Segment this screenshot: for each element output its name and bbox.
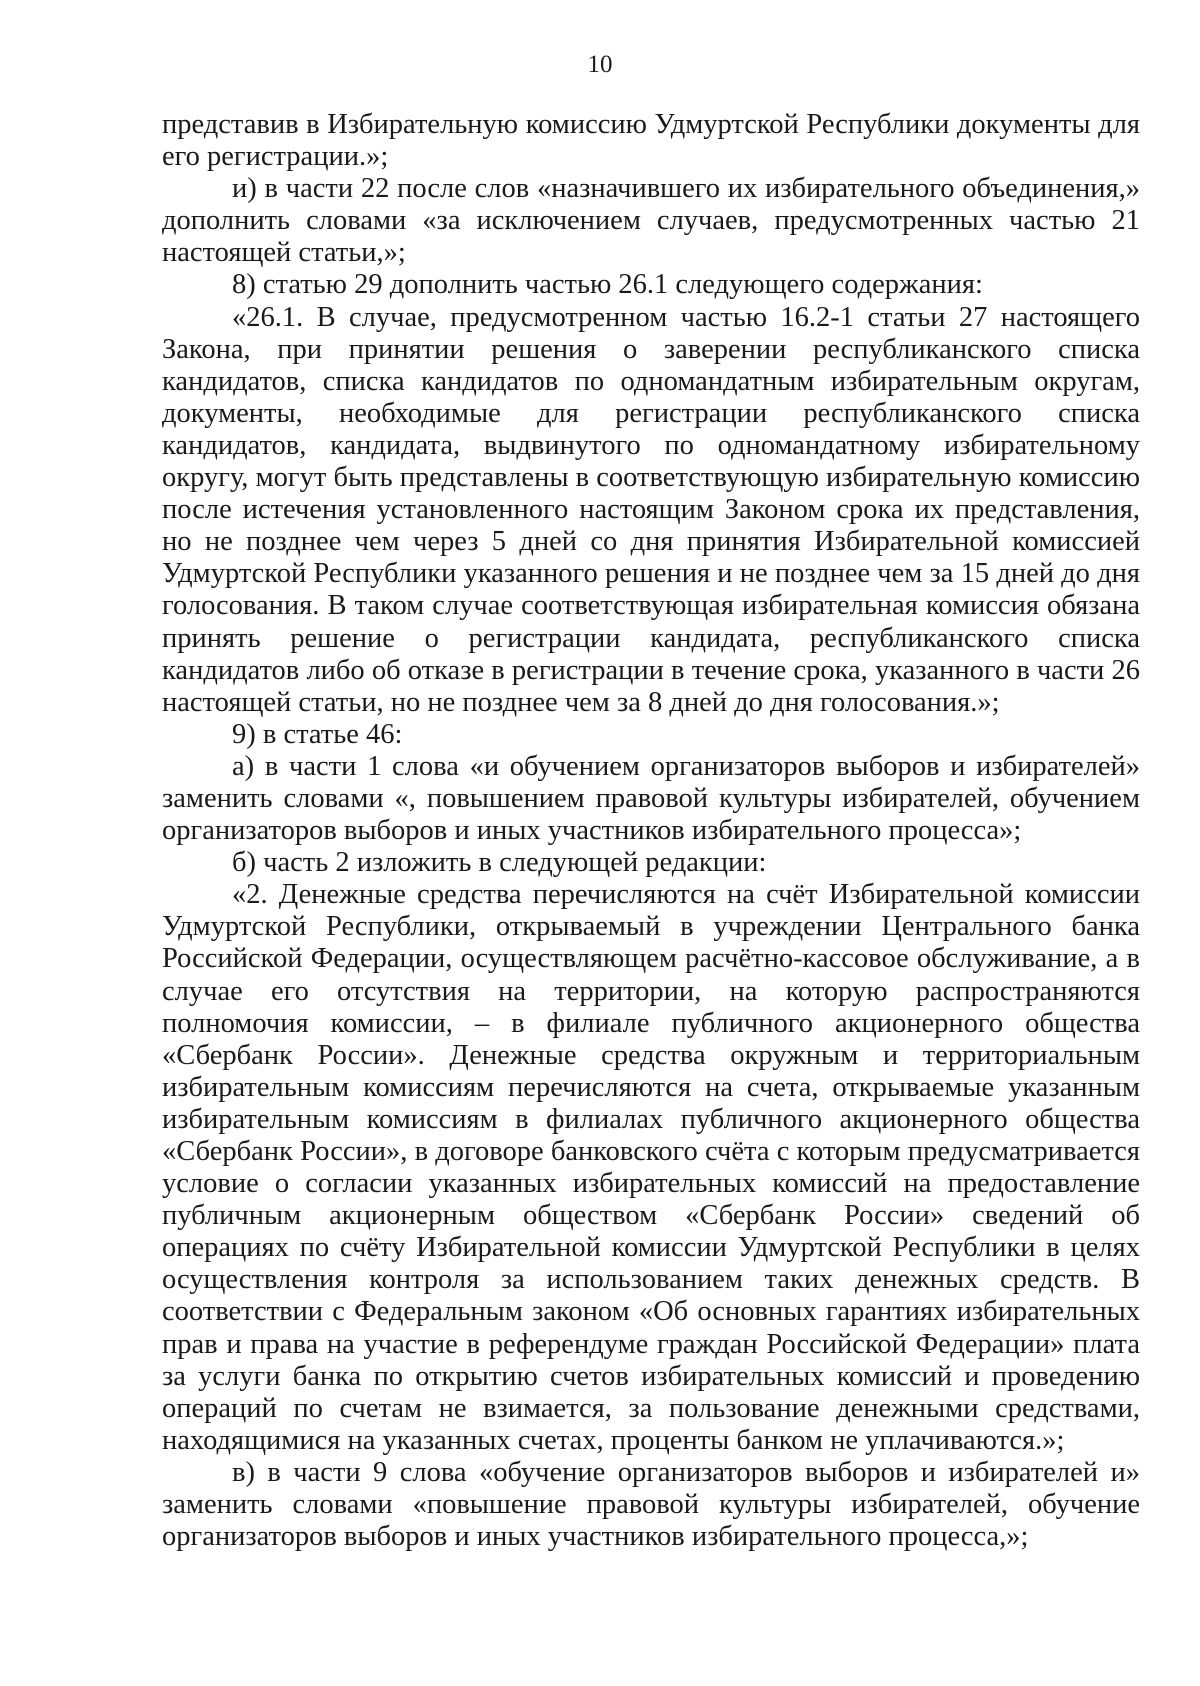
paragraph: представив в Избирательную комиссию Удмуртской Республики документы для его регистрации.»; [162, 109, 1140, 173]
paragraph: и) в части 22 после слов «назначившего их избирательного объединения,» дополнить словами «за исключением случаев, предусмотренных частью 21 настоящей статьи,»; [162, 173, 1140, 269]
paragraph: 8) статью 29 дополнить частью 26.1 следующего содержания: [232, 269, 983, 301]
paragraph: в) в части 9 слова «обучение организаторов выборов и избирателей и» заменить словами «повышение правовой культуры избирателей, обучение организаторов выборов и иных участников избирательного процесса,»; [162, 1456, 1140, 1553]
page-number: 10 [587, 51, 613, 78]
paragraph: 9) в статье 46: [232, 718, 403, 750]
paragraph: а) в части 1 слова «и обучением организаторов выборов и избирателей» заменить словами «, повышением правовой культуры избирателей, обучением организаторов выборов и иных участников избирательного процесса»; [162, 750, 1140, 847]
paragraph: «2. Денежные средства перечисляются на счёт Избирательной комиссии Удмуртской Республики, открываемый в учреждении Центрального банка Российской Федерации, осуществляющем расчётно-кассовое обслуживание, а в случае его отсутствия на территории, на которую распространяются полномочия комиссии, – в филиале публичного акционерного общества «Сбербанк России». Денежные средства окружным и территориальным избирательным комиссиям перечисляются на счета, открываемые указанным избирательным комиссиям в филиалах публичного акционерного общества «Сбербанк России», в договоре банковского счёта с которым предусматривается условие о согласии указанных избирательных комиссий на предоставление публичным акционерным обществом «Сбербанк России» сведений об операциях по счёту Избирательной комиссии Удмуртской Республики в целях осуществления контроля за использованием таких денежных средств. В соответствии с Федеральным законом «Об основных гарантиях избирательных прав и права на участие в референдуме граждан Российской Федерации» плата за услуги банка по открытию счетов избирательных комиссий и проведению операций по счетам не взимается, за пользование денежными средствами, находящимися на указанных счетах, проценты банком не уплачиваются.»; [162, 879, 1140, 1456]
paragraph: «26.1. В случае, предусмотренном частью 16.2-1 статьи 27 настоящего Закона, при принятии решения о заверении республиканского списка кандидатов, списка кандидатов по одномандатным избирательным округам, документы, необходимые для регистрации республиканского списка кандидатов, кандидата, выдвинутого по одномандатному избирательному округу, могут быть представлены в соответствующую избирательную комиссию после истечения установленного настоящим Законом срока их представления, но не позднее чем через 5 дней со дня принятия Избирательной комиссией Удмуртской Республики указанного решения и не позднее чем за 15 дней до дня голосования. В таком случае соответствующая избирательная комиссия обязана принять решение о регистрации кандидата, республиканского списка кандидатов либо об отказе в регистрации в течение срока, указанного в части 26 настоящей статьи, но не позднее чем за 8 дней до дня голосования.»; [162, 301, 1140, 718]
paragraph: б) часть 2 изложить в следующей редакции: [232, 847, 767, 879]
document-body [162, 109, 1140, 1553]
